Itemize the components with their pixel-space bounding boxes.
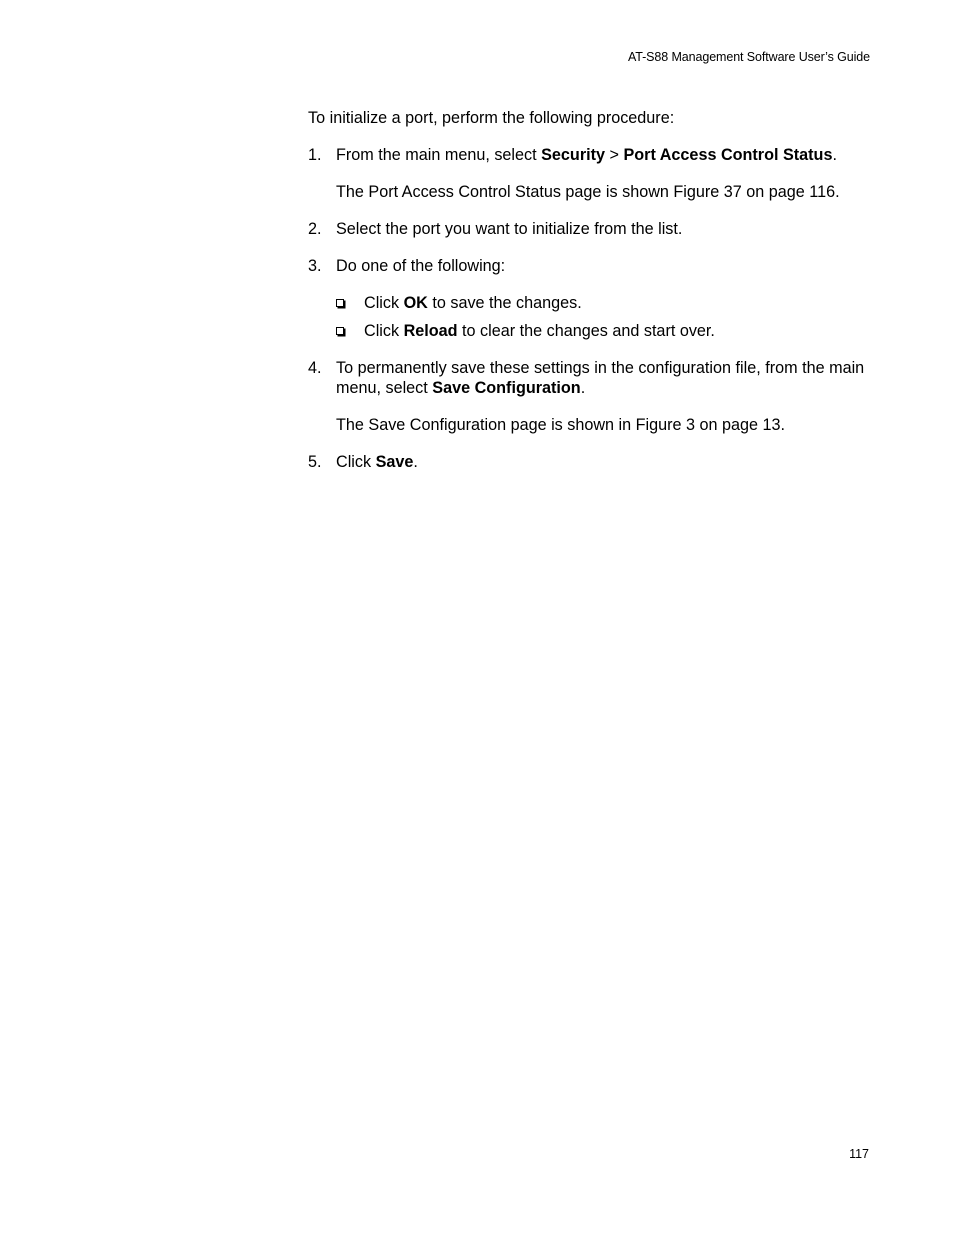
intro-text: To initialize a port, perform the following procedure: [308, 109, 675, 127]
menu-name-security: Security [541, 146, 606, 164]
sub-option-text-run: to clear the changes and start over. [457, 322, 715, 340]
page-number: 117 [849, 1147, 869, 1161]
sub-option-text-run: Click [364, 322, 404, 340]
step-text-run: . [413, 453, 418, 471]
procedure-content [308, 108, 878, 489]
step-1 [308, 145, 878, 202]
step-4 [308, 358, 878, 435]
step-number: 4. [308, 359, 322, 377]
menu-name-port-access-control-status: Port Access Control Status [623, 146, 833, 164]
sub-option-text [364, 293, 582, 313]
step-text: Do one of the following: [336, 257, 506, 275]
sub-options-list [336, 293, 878, 341]
step-text-run: From the main menu, select [336, 146, 542, 164]
step-text-run: Click [336, 453, 376, 471]
checkbox-bullet-icon [336, 293, 364, 313]
sub-option-reload [336, 321, 878, 341]
step-note: The Save Configuration page is shown in Figure 3 on page 13. [336, 416, 786, 434]
button-name-reload: Reload [403, 322, 458, 340]
step-body [336, 452, 878, 472]
sub-option-text-run: Click [364, 294, 404, 312]
step-number: 3. [308, 257, 322, 275]
sub-option-text-run: to save the changes. [427, 294, 582, 312]
step-number: 1. [308, 146, 322, 164]
menu-name-save-configuration: Save Configuration [432, 379, 581, 397]
step-2 [308, 219, 878, 239]
step-text [336, 145, 878, 165]
button-name-ok: OK [403, 294, 428, 312]
step-text [336, 452, 878, 472]
step-number: 5. [308, 453, 322, 471]
step-5 [308, 452, 878, 472]
step-number: 2. [308, 220, 322, 238]
running-header: AT-S88 Management Software User’s Guide [627, 50, 870, 64]
step-text-run: . [832, 146, 837, 164]
step-text: Select the port you want to initialize from the list. [336, 220, 683, 238]
button-name-save: Save [375, 453, 414, 471]
step-body [336, 358, 878, 435]
sub-option-ok [336, 293, 878, 313]
step-body [336, 219, 878, 239]
step-text-run: To permanently save these settings in the configuration file, from the main menu, select [336, 359, 865, 397]
sub-option-text [364, 321, 715, 341]
step-text-run: . [580, 379, 586, 397]
step-3 [308, 256, 878, 341]
step-body [336, 256, 878, 341]
step-text [336, 358, 878, 398]
step-text-run: > [605, 146, 624, 164]
step-body [336, 145, 878, 202]
checkbox-bullet-icon [336, 321, 364, 341]
step-note: The Port Access Control Status page is shown Figure 37 on page 116. [336, 183, 840, 201]
